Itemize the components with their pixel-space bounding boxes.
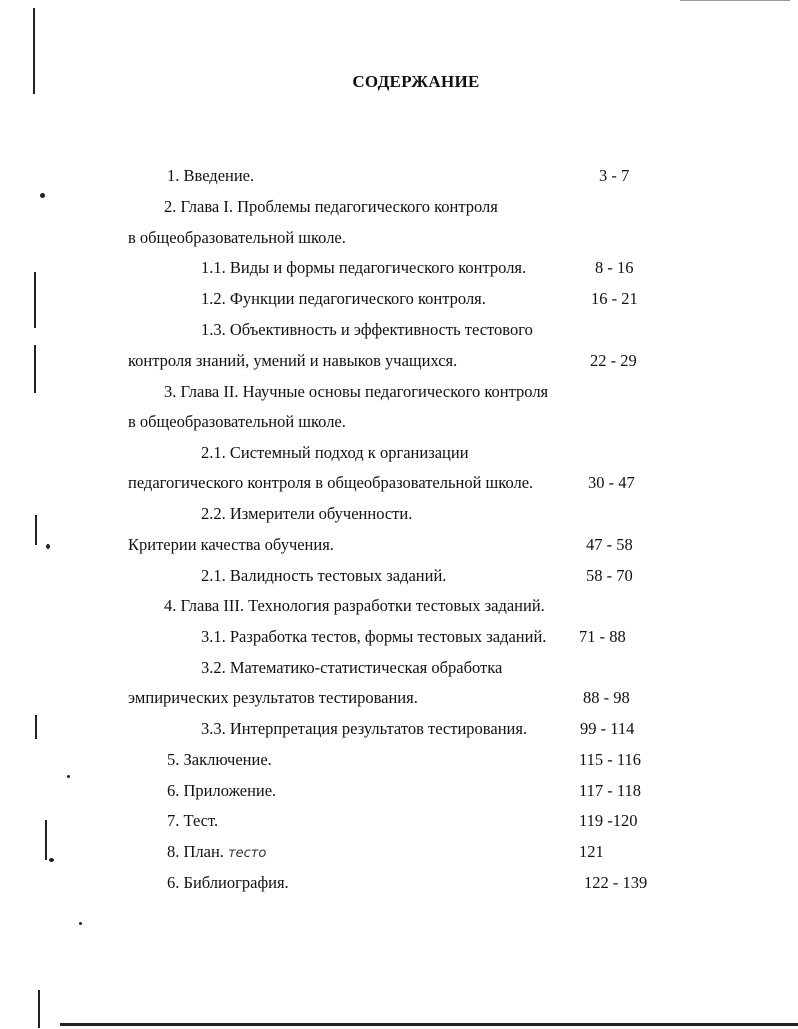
scan-speck (79, 922, 82, 925)
toc-entry-page: 121 (579, 842, 604, 861)
toc-entry-text: 2.1. Системный подход к организации (201, 443, 469, 462)
toc-entry-page: 58 - 70 (586, 566, 633, 585)
toc-entry-text: 6. Приложение. (167, 781, 277, 800)
toc-entry-text: в общеобразовательной школе. (128, 412, 346, 431)
toc-entry-page: 117 - 118 (579, 781, 642, 800)
toc-entry-label: 8. План. (167, 842, 224, 861)
toc-entry-text: 7. Тест. (167, 811, 219, 830)
toc-entry-text: 3. Глава II. Научные основы педагогического контроля (164, 382, 549, 401)
toc-entry-page: 122 - 139 (584, 873, 648, 892)
toc-entry-page: 47 - 58 (586, 535, 633, 554)
toc-entry-page: 115 - 116 (579, 750, 642, 769)
scan-edge-left-mid2 (34, 345, 36, 393)
scan-edge-left-low3 (45, 820, 47, 860)
toc-entry-page: 119 -120 (579, 811, 638, 830)
toc-entry-text: 2.1. Валидность тестовых заданий. (201, 566, 447, 585)
scan-speck (40, 193, 45, 198)
scan-edge-bottom (60, 1023, 798, 1026)
toc-entry-text: педагогического контроля в общеобразовательной школе. (128, 473, 534, 492)
toc-entry-text: 3.2. Математико-статистическая обработка (201, 658, 503, 677)
toc-entry-page: 30 - 47 (588, 473, 635, 492)
toc-entry-page: 3 - 7 (599, 166, 630, 185)
toc-entry-text: 5. Заключение. (167, 750, 272, 769)
handwritten-note: тесто (228, 846, 267, 861)
page-title: СОДЕРЖАНИЕ (352, 72, 480, 91)
toc-entry-text: 2.2. Измерители обученности. (201, 504, 413, 523)
toc-entry-text: 4. Глава III. Технология разработки тестовых заданий. (164, 596, 545, 615)
toc-entry-text: 6. Библиография. (167, 873, 289, 892)
toc-entry-text: 3.1. Разработка тестов, формы тестовых заданий. (201, 627, 547, 646)
toc-entry-page: 8 - 16 (595, 258, 634, 277)
toc-entry-text: Критерии качества обучения. (128, 535, 334, 554)
scan-speck (46, 544, 50, 549)
toc-entry-page: 99 - 114 (580, 719, 635, 738)
toc-entry-page: 71 - 88 (579, 627, 626, 646)
toc-entry-text: 1. Введение. (167, 166, 255, 185)
toc-entry-text: эмпирических результатов тестирования. (128, 688, 418, 707)
scan-speck (49, 858, 54, 862)
toc-entry-text: контроля знаний, умений и навыков учащихся. (128, 351, 458, 370)
scan-edge-left-mid (34, 272, 36, 328)
toc-entry-text: 1.1. Виды и формы педагогического контроля. (201, 258, 527, 277)
toc-entry-text: в общеобразовательной школе. (128, 228, 346, 247)
toc-entry-text (167, 842, 266, 864)
toc-entry-text: 1.2. Функции педагогического контроля. (201, 289, 486, 308)
toc-entry-page: 22 - 29 (590, 351, 637, 370)
toc-entry-text: 2. Глава I. Проблемы педагогического контроля (164, 197, 498, 216)
toc-entry-page: 88 - 98 (583, 688, 630, 707)
scan-edge-left-low (35, 515, 37, 545)
toc-entry-text: 3.3. Интерпретация результатов тестирования. (201, 719, 528, 738)
scan-edge-top-right (680, 0, 790, 1)
toc-entry-page: 16 - 21 (591, 289, 638, 308)
toc-entry-text: 1.3. Объективность и эффективность тестового (201, 320, 533, 339)
scan-edge-left-low2 (35, 715, 37, 739)
scan-edge-left-bottom (38, 990, 40, 1028)
scan-speck (67, 775, 70, 778)
